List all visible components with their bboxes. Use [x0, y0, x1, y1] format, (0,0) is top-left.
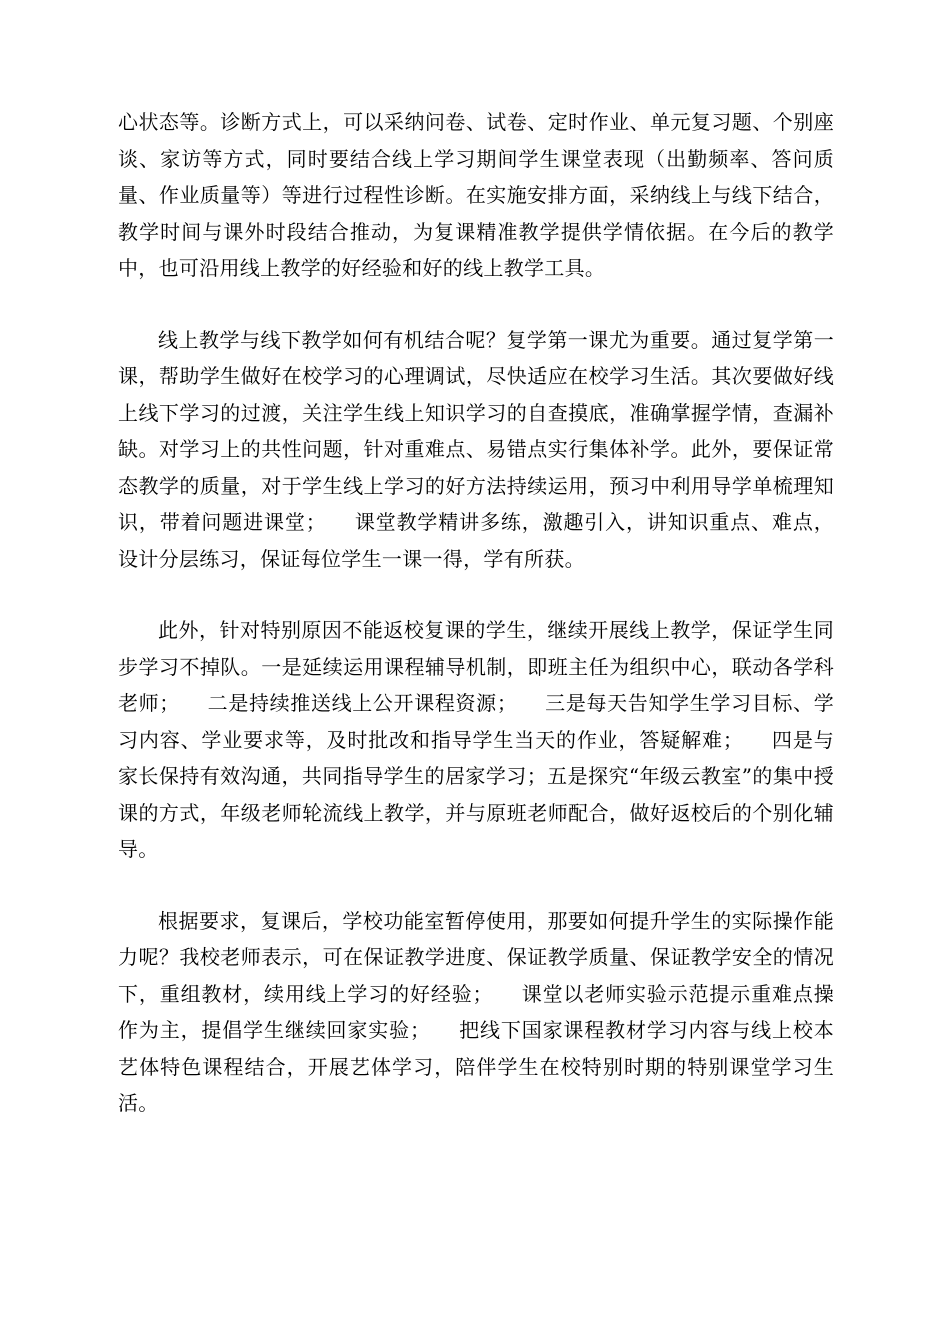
- paragraph-students-unable-to-return: 此外，针对特别原因不能返校复课的学生，继续开展线上教学，保证学生同步学习不掉队。一是延续运用课程辅导机制，即班主任为组织中心，联动各学科老师； 二是持续推送线上公开课程资源； 三是每天告知学生学习目标、学习内容、学业要求等，及时批改和指导学生当天的作业，答疑解难； 四是与家长保持有效沟通，共同指导学生的居家学习；五是探究“年级云教室”的集中授课的方式，年级老师轮流线上教学，并与原班老师配合，做好返校后的个别化辅导。: [118, 618, 834, 861]
- document-body: [118, 104, 834, 1157]
- paragraph-continuation: 心状态等。诊断方式上，可以采纳问卷、试卷、定时作业、单元复习题、个别座谈、家访等方式，同时要结合线上学习期间学生课堂表现（出勤频率、答问质量、作业质量等）等进行过程性诊断。在实施安排方面，采纳线上与线下结合，教学时间与课外时段结合推动，为复课精准教学提供学情依据。在今后的教学中，也可沿用线上教学的好经验和好的线上教学工具。: [118, 110, 834, 280]
- paragraph-online-offline-integration: 线上教学与线下教学如何有机结合呢？复学第一课尤为重要。通过复学第一课，帮助学生做好在校学习的心理调试，尽快适应在校学习生活。其次要做好线上线下学习的过渡，关注学生线上知识学习的自查摸底，准确掌握学情，查漏补缺。对学习上的共性问题，针对重难点、易错点实行集体补学。此外，要保证常态教学的质量，对于学生线上学习的好方法持续运用，预习中利用导学单梳理知识，带着问题进课堂； 课堂教学精讲多练，激趣引入，讲知识重点、难点，设计分层练习，保证每位学生一课一得，学有所获。: [118, 327, 834, 571]
- paragraph-practical-skills: 根据要求，复课后，学校功能室暂停使用，那要如何提升学生的实际操作能力呢？我校老师表示，可在保证教学进度、保证教学质量、保证教学安全的情况下，重组教材，续用线上学习的好经验； 课堂以老师实验示范提示重难点操作为主，提倡学生继续回家实验； 把线下国家课程教材学习内容与线上校本艺体特色课程结合，开展艺体学习，陪伴学生在校特别时期的特别课堂学习生活。: [118, 908, 834, 1115]
